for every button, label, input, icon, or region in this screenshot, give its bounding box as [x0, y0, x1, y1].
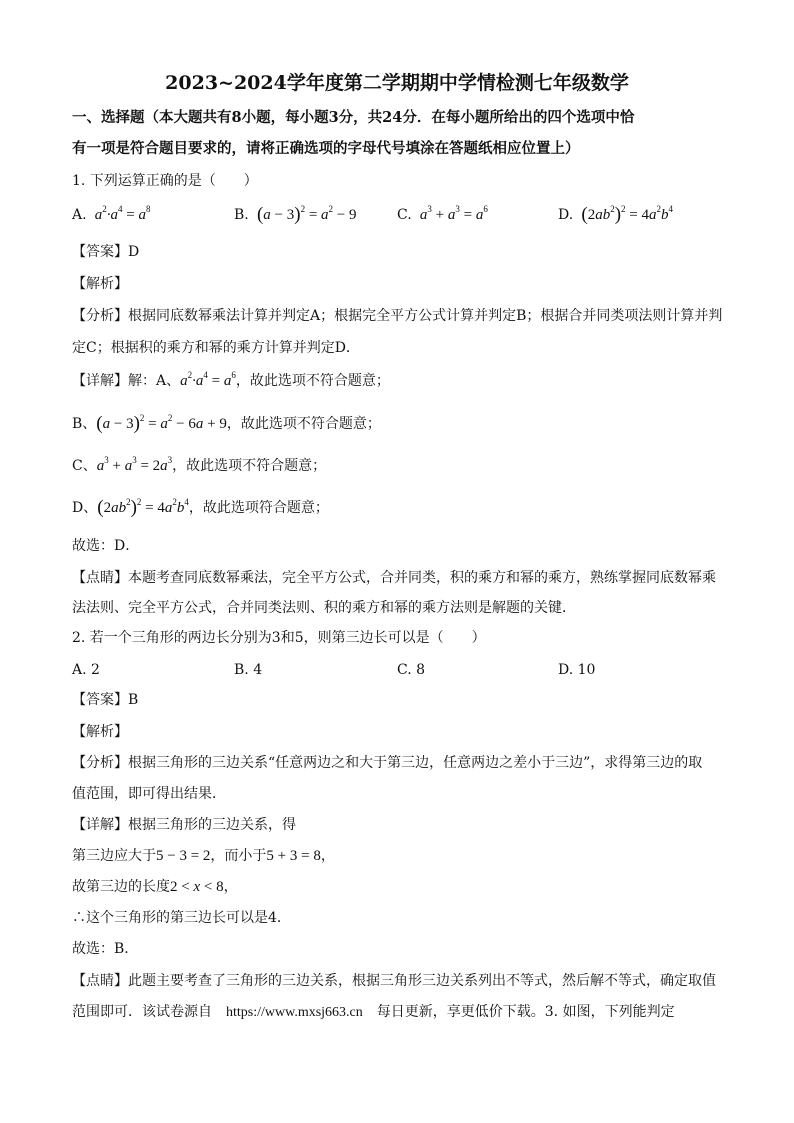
question-1-detail-a: 【详解】解：A、$a^2\cdot a^4 = a^6$，故此选项不符合题意；: [72, 370, 390, 389]
option-b-formula: $(a - 3)^2 = a^2 - 9$: [256, 204, 357, 225]
question-2-jiexi: 【解析】: [72, 724, 128, 740]
question-2-choose: 故选：B．: [72, 941, 139, 957]
question-1-analysis-line1: 【分析】根据同底数幂乘法计算并判定A；根据完全平方公式计算并判定B；根据合并同类项法则计算并判: [72, 308, 723, 324]
question-1-comment-line2: 法法则、完全平方公式，合并同类法则、积的乘方和幂的乘方法则是解题的关键．: [72, 600, 576, 616]
detail-a-formula: $a^2\cdot a^4 = a^6$: [180, 370, 236, 389]
question-2-stem: 2. 若一个三角形的两边长分别为3和5，则第三边长可以是（ ）: [72, 630, 486, 646]
detail-c-formula: $a^3 + a^3 = 2a^3$: [96, 455, 173, 474]
question-1-choose: 故选：D．: [72, 538, 140, 554]
option-a: A. $a^2\cdot a^4 = a^8$: [72, 204, 151, 223]
question-2-detail-line3: 故第三边的长度2 < x < 8，: [72, 879, 238, 895]
q2-option-b: B. 4: [234, 662, 263, 678]
source-url-link[interactable]: https://www.mxsj663.cn: [226, 1005, 363, 1020]
option-b: B. $(a - 3)^2 = a^2 - 9$: [234, 204, 357, 225]
section-heading-line2: 有一项是符合题目要求的，请将正确选项的字母代号填涂在答题纸相应位置上）: [72, 140, 580, 157]
question-1-answer: 【答案】D: [72, 244, 140, 260]
option-c: C. $a^3 + a^3 = a^6$: [397, 204, 488, 223]
page-title: 2023~2024学年度第二学期期中学情检测七年级数学: [165, 72, 629, 94]
question-1-detail-b: B、$(a - 3)^2 = a^2 - 6a + 9$，故此选项不符合题意；: [72, 413, 381, 434]
question-1-options: [72, 204, 732, 226]
option-c-formula: $a^3 + a^3 = a^6$: [416, 204, 488, 223]
detail3-inequality: 2 < x < 8: [170, 879, 224, 895]
question-2-answer: 【答案】B: [72, 692, 139, 708]
detail2-formula-2: 5 + 3 = 8: [266, 848, 321, 864]
question-1-detail-c: C、$a^3 + a^3 = 2a^3$，故此选项不符合题意；: [72, 455, 327, 474]
q2-option-d: D. 10: [558, 662, 596, 678]
option-d: D. $(2ab^2)^2 = 4a^2b^4$: [558, 204, 674, 225]
question-2-detail-line4: ∴这个三角形的第三边长可以是4．: [72, 910, 291, 926]
section-heading-line1: 一、选择题（本大题共有8小题，每小题3分，共24分．在每小题所给出的四个选项中恰: [72, 109, 635, 126]
question-2-detail-line2: 第三边应大于5 − 3 = 2，而小于5 + 3 = 8，: [72, 848, 335, 864]
question-1-comment-line1: 【点睛】本题考查同底数幂乘法，完全平方公式，合并同类，积的乘方和幂的乘方，熟练掌握同底数幂乘: [72, 570, 716, 586]
detail2-formula-1: 5 − 3 = 2: [156, 848, 211, 864]
question-1-detail-d: D、$(2ab^2)^2 = 4a^2b^4$，故此选项符合题意；: [72, 497, 329, 518]
question-1-stem: 1. 下列运算正确的是（ ）: [72, 173, 258, 189]
question-2-options: [72, 659, 732, 681]
question-1-analysis-line2: 定C；根据积的乘方和幂的乘方计算并判定D．: [72, 340, 360, 356]
option-d-formula: $(2ab^2)^2 = 4a^2b^4$: [581, 204, 674, 225]
detail-b-formula: $(a - 3)^2 = a^2 - 6a + 9$: [96, 413, 227, 434]
question-2-comment-line2: 范围即可．该试卷源自 https://www.mxsj663.cn 每日更新，享更低价下载。3. 如图，下列能判定: [72, 1004, 675, 1020]
question-1-jiexi: 【解析】: [72, 276, 128, 292]
option-a-formula: $a^2\cdot a^4 = a^8$: [91, 204, 151, 223]
q2-option-a: A. 2: [72, 662, 100, 678]
question-2-comment-line1: 【点睛】此题主要考查了三角形的三边关系，根据三角形三边关系列出不等式，然后解不等式，确定取值: [72, 973, 716, 989]
question-2-analysis-line1: 【分析】根据三角形的三边关系“任意两边之和大于第三边，任意两边之差小于三边”，求得第三边的取: [72, 755, 703, 771]
question-2-detail-line1: 【详解】根据三角形的三边关系，得: [72, 817, 296, 833]
detail-d-formula: $(2ab^2)^2 = 4a^2b^4$: [97, 497, 189, 518]
question-2-analysis-line2: 值范围，即可得出结果．: [72, 786, 226, 802]
q2-option-c: C. 8: [397, 662, 426, 678]
